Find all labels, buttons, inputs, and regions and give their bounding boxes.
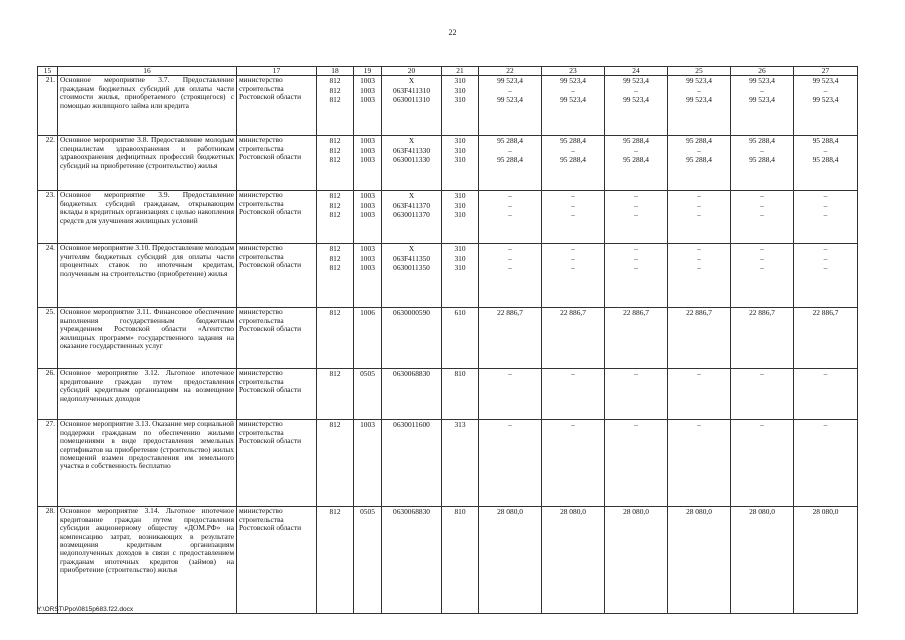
budget-value: – xyxy=(634,191,638,201)
activity-name: Основное мероприятие 3.14. Льготное ипотечное кредитование граждан путем предоставления субсидии акционерному обществу «ДОМ.РФ» на компенсацию затрат, возникающих в результате возмещения кредитным организациям недополученных доходов в связи с предоставлением гражданам ипотечных кредитов (займов) на приобретение (строительство) жилья xyxy=(58,507,237,614)
table-row xyxy=(38,369,858,420)
rzpr-code-line: 0505 xyxy=(360,369,375,379)
grbs-code xyxy=(317,76,354,136)
budget-value-24 xyxy=(605,136,668,191)
budget-value: 95 288,4 xyxy=(686,154,712,164)
budget-value-23 xyxy=(542,244,605,308)
grbs-code-line: 812 xyxy=(329,253,341,263)
rzpr-code-line: 1003 xyxy=(360,136,375,146)
budget-value: – xyxy=(508,253,512,263)
budget-value-22 xyxy=(479,191,542,244)
budget-value: – xyxy=(760,244,764,254)
vr-code-line: 310 xyxy=(454,262,466,272)
executor-name: министерство строительства Ростовской области xyxy=(237,76,317,136)
rzpr-code xyxy=(354,308,382,369)
budget-value: 99 523,4 xyxy=(812,94,839,104)
budget-table xyxy=(37,66,858,614)
budget-value: 99 523,4 xyxy=(623,76,649,86)
budget-value: – xyxy=(634,253,638,263)
budget-value: 99 523,4 xyxy=(560,94,586,104)
budget-value: – xyxy=(571,244,575,254)
executor-name: министерство строительства Ростовской области xyxy=(237,136,317,191)
csr-code-line: 063F411330 xyxy=(392,145,431,155)
budget-value-22 xyxy=(479,507,542,614)
budget-value: 99 523,4 xyxy=(749,94,775,104)
column-header-21: 21 xyxy=(442,67,479,76)
budget-value: – xyxy=(697,191,701,201)
budget-value: – xyxy=(634,145,638,155)
rzpr-code-line: 0505 xyxy=(360,507,375,517)
activity-name: Основное мероприятие 3.7. Предоставление гражданам бюджетных субсидий для оплаты части стоимости жилья, приобретаемого (строящегося) с помощью жилищного займа или кредита xyxy=(58,76,237,136)
rzpr-code-line: 1003 xyxy=(360,244,375,254)
budget-value-26 xyxy=(731,191,794,244)
csr-code-line: 0630011600 xyxy=(393,420,430,430)
grbs-code-line: 812 xyxy=(329,420,341,430)
budget-value: 99 523,4 xyxy=(497,76,523,86)
table-row xyxy=(38,191,858,244)
budget-value: 95 288,4 xyxy=(623,154,649,164)
column-header-23: 23 xyxy=(542,67,605,76)
row-number: 26. xyxy=(38,369,58,420)
csr-code-line: 0630068830 xyxy=(393,369,430,379)
vr-code-line: 310 xyxy=(454,191,466,201)
budget-value: 95 288,4 xyxy=(686,136,712,146)
budget-value-26 xyxy=(731,308,794,369)
grbs-code-line: 812 xyxy=(329,191,341,201)
vr-code-line: 310 xyxy=(454,253,466,263)
column-header-16: 16 xyxy=(58,67,237,76)
csr-code xyxy=(382,76,442,136)
budget-value: 95 288,4 xyxy=(812,154,839,164)
budget-value: – xyxy=(823,145,828,155)
table-row xyxy=(38,244,858,308)
budget-value: – xyxy=(571,420,575,430)
table-row xyxy=(38,308,858,369)
budget-value: 95 288,4 xyxy=(749,136,775,146)
grbs-code xyxy=(317,136,354,191)
budget-value-26 xyxy=(731,507,794,614)
budget-value: – xyxy=(823,209,828,219)
rzpr-code xyxy=(354,244,382,308)
budget-value: – xyxy=(634,244,638,254)
executor-name: министерство строительства Ростовской области xyxy=(237,191,317,244)
csr-code-line: X xyxy=(408,191,415,201)
rzpr-code-line: 1003 xyxy=(360,145,375,155)
budget-value: 22 886,7 xyxy=(812,308,839,318)
budget-value: – xyxy=(823,191,828,201)
budget-value-23 xyxy=(542,420,605,507)
budget-value: 28 080,0 xyxy=(812,507,839,517)
table-row xyxy=(38,76,858,136)
grbs-code xyxy=(317,308,354,369)
budget-value: – xyxy=(823,253,828,263)
vr-code-line: 310 xyxy=(454,200,466,210)
grbs-code xyxy=(317,191,354,244)
column-header-24: 24 xyxy=(605,67,668,76)
budget-value-26 xyxy=(731,369,794,420)
budget-value-23 xyxy=(542,76,605,136)
budget-value: – xyxy=(697,145,701,155)
budget-value: – xyxy=(508,209,512,219)
rzpr-code-line: 1003 xyxy=(360,200,375,210)
rzpr-code-line: 1003 xyxy=(360,262,375,272)
vr-code-line: 310 xyxy=(454,145,466,155)
budget-value-25 xyxy=(668,369,731,420)
csr-code-line: 0630011310 xyxy=(393,94,430,104)
grbs-code-line: 812 xyxy=(329,209,341,219)
budget-value-27 xyxy=(794,76,858,136)
csr-code-line: X xyxy=(408,244,415,254)
budget-value: 28 080,0 xyxy=(497,507,523,517)
budget-value-24 xyxy=(605,507,668,614)
budget-value-27 xyxy=(794,191,858,244)
grbs-code-line: 812 xyxy=(329,244,341,254)
budget-value: 28 080,0 xyxy=(623,507,649,517)
budget-value: 22 886,7 xyxy=(749,308,775,318)
budget-value-22 xyxy=(479,244,542,308)
grbs-code-line: 812 xyxy=(329,308,341,318)
rzpr-code-line: 1003 xyxy=(360,209,375,219)
budget-value-25 xyxy=(668,191,731,244)
csr-code-line: 0630068830 xyxy=(393,507,430,517)
budget-value: – xyxy=(760,209,764,219)
budget-value: – xyxy=(634,209,638,219)
budget-value: 22 886,7 xyxy=(560,308,586,318)
column-header-17: 17 xyxy=(237,67,317,76)
budget-value: – xyxy=(571,145,575,155)
budget-value: – xyxy=(508,262,512,272)
rzpr-code-line: 1003 xyxy=(360,154,375,164)
budget-value-22 xyxy=(479,308,542,369)
csr-code-line: X xyxy=(408,136,415,146)
column-header-19: 19 xyxy=(354,67,382,76)
budget-value: 28 080,0 xyxy=(560,507,586,517)
budget-value-22 xyxy=(479,76,542,136)
grbs-code xyxy=(317,420,354,507)
budget-value-25 xyxy=(668,76,731,136)
csr-code xyxy=(382,308,442,369)
csr-code-line: X xyxy=(408,76,415,86)
grbs-code xyxy=(317,244,354,308)
budget-value: 95 288,4 xyxy=(623,136,649,146)
budget-value-27 xyxy=(794,136,858,191)
vr-code-line: 810 xyxy=(454,507,466,517)
budget-value-24 xyxy=(605,191,668,244)
rzpr-code-line: 1003 xyxy=(360,76,375,86)
budget-value-26 xyxy=(731,244,794,308)
activity-name: Основное мероприятие 3.9. Предоставление бюджетных субсидий гражданам, открывающим вклады в кредитных организациях с целью накопления средств для улучшения жилищных условий xyxy=(58,191,237,244)
budget-value-26 xyxy=(731,420,794,507)
rzpr-code xyxy=(354,136,382,191)
budget-value: – xyxy=(634,369,638,379)
csr-code xyxy=(382,244,442,308)
budget-value-25 xyxy=(668,244,731,308)
grbs-code-line: 812 xyxy=(329,262,341,272)
row-number: 28. xyxy=(38,507,58,614)
activity-name: Основное мероприятие 3.12. Льготное ипотечное кредитование граждан путем предоставления субсидий кредитным организациям на возмещение недополученных доходов xyxy=(58,369,237,420)
table-body xyxy=(38,76,858,614)
budget-value: 99 523,4 xyxy=(686,94,712,104)
budget-value-26 xyxy=(731,76,794,136)
file-path-footer: Y:\ORST\Ppo\0815p683.f22.docx xyxy=(37,606,134,613)
vr-code-line: 310 xyxy=(454,209,466,219)
vr-code-line: 610 xyxy=(454,308,466,318)
rzpr-code-line: 1003 xyxy=(360,191,375,201)
budget-value: 99 523,4 xyxy=(497,94,523,104)
budget-value-25 xyxy=(668,507,731,614)
rzpr-code-line: 1003 xyxy=(360,94,375,104)
budget-value: – xyxy=(697,244,701,254)
budget-value-22 xyxy=(479,136,542,191)
csr-code-line: 0630011330 xyxy=(393,154,430,164)
grbs-code-line: 812 xyxy=(329,154,341,164)
grbs-code-line: 812 xyxy=(329,76,341,86)
budget-value: 95 288,4 xyxy=(497,136,523,146)
budget-value: 22 886,7 xyxy=(686,308,712,318)
csr-code-line: 0630011350 xyxy=(393,262,430,272)
activity-name: Основное мероприятие 3.13. Оказание мер социальной поддержки гражданам по обеспечению жилыми помещениями в виде предоставления земельных сертификатов на приобретение (строительство) жилых помещений взамен предоставления им земельного участка в собственность бесплатно xyxy=(58,420,237,507)
budget-value: – xyxy=(760,191,764,201)
vr-code xyxy=(442,507,479,614)
rzpr-code xyxy=(354,369,382,420)
budget-value: 95 288,4 xyxy=(749,154,775,164)
vr-code-line: 310 xyxy=(454,85,466,95)
grbs-code-line: 812 xyxy=(329,200,341,210)
budget-value: – xyxy=(697,369,701,379)
column-header-27: 27 xyxy=(794,67,858,76)
budget-value: 95 288,4 xyxy=(497,154,523,164)
budget-value: 28 080,0 xyxy=(749,507,775,517)
grbs-code-line: 812 xyxy=(329,145,341,155)
vr-code-line: 310 xyxy=(454,76,466,86)
row-number: 27. xyxy=(38,420,58,507)
vr-code-line: 810 xyxy=(454,369,466,379)
rzpr-code-line: 1003 xyxy=(360,253,375,263)
budget-value: 99 523,4 xyxy=(812,76,839,86)
budget-value: – xyxy=(508,244,512,254)
table-row xyxy=(38,420,858,507)
column-header-18: 18 xyxy=(317,67,354,76)
budget-value: – xyxy=(823,85,828,95)
executor-name: министерство строительства Ростовской области xyxy=(237,369,317,420)
budget-value: – xyxy=(697,253,701,263)
budget-value-25 xyxy=(668,136,731,191)
csr-code-line: 063F411310 xyxy=(392,85,431,95)
row-number: 25. xyxy=(38,308,58,369)
column-header-15: 15 xyxy=(38,67,58,76)
budget-value: – xyxy=(823,244,828,254)
budget-value: 99 523,4 xyxy=(623,94,649,104)
budget-value: – xyxy=(634,420,638,430)
column-header-25: 25 xyxy=(668,67,731,76)
budget-value: 95 288,4 xyxy=(560,136,586,146)
budget-value-27 xyxy=(794,369,858,420)
budget-value: – xyxy=(508,85,512,95)
row-number: 22. xyxy=(38,136,58,191)
budget-value: – xyxy=(508,191,512,201)
executor-name: министерство строительства Ростовской области xyxy=(237,308,317,369)
budget-value: – xyxy=(634,200,638,210)
budget-value: – xyxy=(823,200,828,210)
grbs-code xyxy=(317,507,354,614)
csr-code xyxy=(382,369,442,420)
budget-value: 28 080,0 xyxy=(686,507,712,517)
csr-code xyxy=(382,420,442,507)
rzpr-code xyxy=(354,191,382,244)
budget-value: 95 288,4 xyxy=(812,136,839,146)
budget-value-23 xyxy=(542,308,605,369)
budget-value: 99 523,4 xyxy=(686,76,712,86)
page-number: 22 xyxy=(448,28,457,37)
budget-value: – xyxy=(697,209,701,219)
budget-value: – xyxy=(571,253,575,263)
budget-value-24 xyxy=(605,76,668,136)
vr-code xyxy=(442,420,479,507)
budget-value-26 xyxy=(731,136,794,191)
vr-code xyxy=(442,76,479,136)
vr-code-line: 310 xyxy=(454,136,466,146)
csr-code-line: 0630011370 xyxy=(393,209,430,219)
column-header-22: 22 xyxy=(479,67,542,76)
budget-value-23 xyxy=(542,507,605,614)
vr-code-line: 313 xyxy=(454,420,466,430)
budget-value: – xyxy=(571,262,575,272)
vr-code-line: 310 xyxy=(454,244,466,254)
budget-value: – xyxy=(823,369,828,379)
budget-value: – xyxy=(697,85,701,95)
budget-value: – xyxy=(760,253,764,263)
budget-value: – xyxy=(571,200,575,210)
budget-value: – xyxy=(697,420,701,430)
activity-name: Основное мероприятие 3.10. Предоставление молодым учителям бюджетных субсидий для оплаты части процентных ставок по ипотечным кредитам, полученным на строительство (приобретение) жилья xyxy=(58,244,237,308)
column-header-26: 26 xyxy=(731,67,794,76)
vr-code xyxy=(442,308,479,369)
budget-value-22 xyxy=(479,369,542,420)
executor-name: министерство строительства Ростовской области xyxy=(237,244,317,308)
budget-value: – xyxy=(508,369,512,379)
budget-value: – xyxy=(508,200,512,210)
csr-code xyxy=(382,136,442,191)
budget-value-23 xyxy=(542,369,605,420)
budget-value: 22 886,7 xyxy=(623,308,649,318)
rzpr-code-line: 1003 xyxy=(360,85,375,95)
budget-value: – xyxy=(697,262,701,272)
executor-name: министерство строительства Ростовской области xyxy=(237,507,317,614)
budget-value-23 xyxy=(542,191,605,244)
vr-code xyxy=(442,136,479,191)
rzpr-code xyxy=(354,507,382,614)
vr-code-line: 310 xyxy=(454,154,466,164)
budget-value: 22 886,7 xyxy=(497,308,523,318)
budget-value-27 xyxy=(794,308,858,369)
budget-value: – xyxy=(634,85,638,95)
activity-name: Основное мероприятие 3.11. Финансовое обеспечение выполнения государственным бюджетным учреждением Ростовской области «Агентство жилищных программ» государственного задания на оказание государственных услуг xyxy=(58,308,237,369)
budget-value-24 xyxy=(605,420,668,507)
rzpr-code xyxy=(354,420,382,507)
grbs-code-line: 812 xyxy=(329,136,341,146)
column-header-20: 20 xyxy=(382,67,442,76)
budget-value-27 xyxy=(794,420,858,507)
budget-value: – xyxy=(823,420,828,430)
budget-value: – xyxy=(760,420,764,430)
budget-value: – xyxy=(697,200,701,210)
budget-value: – xyxy=(634,262,638,272)
budget-value: – xyxy=(508,420,512,430)
executor-name: министерство строительства Ростовской области xyxy=(237,420,317,507)
budget-value: 99 523,4 xyxy=(749,76,775,86)
budget-value: – xyxy=(760,262,764,272)
budget-value-23 xyxy=(542,136,605,191)
budget-value-24 xyxy=(605,369,668,420)
csr-code-line: 0630000590 xyxy=(393,308,430,318)
budget-value: – xyxy=(571,191,575,201)
activity-name: Основное мероприятие 3.8. Предоставление молодым специалистам здравоохранения и работникам здравоохранения дефицитных профессий бюджетных субсидий на приобретение (строительство) жилья xyxy=(58,136,237,191)
csr-code xyxy=(382,191,442,244)
rzpr-code-line: 1003 xyxy=(360,420,375,430)
vr-code xyxy=(442,191,479,244)
budget-value: 99 523,4 xyxy=(560,76,586,86)
budget-value: 95 288,4 xyxy=(560,154,586,164)
vr-code xyxy=(442,244,479,308)
csr-code-line: 063F411350 xyxy=(392,253,431,263)
budget-value-25 xyxy=(668,308,731,369)
budget-value: – xyxy=(823,262,828,272)
budget-value-22 xyxy=(479,420,542,507)
column-number-row xyxy=(38,67,858,76)
vr-code xyxy=(442,369,479,420)
row-number: 21. xyxy=(38,76,58,136)
csr-code xyxy=(382,507,442,614)
grbs-code-line: 812 xyxy=(329,94,341,104)
grbs-code-line: 812 xyxy=(329,507,341,517)
table-row xyxy=(38,507,858,614)
budget-value-25 xyxy=(668,420,731,507)
row-number: 24. xyxy=(38,244,58,308)
csr-code-line: 063F411370 xyxy=(392,200,431,210)
budget-value: – xyxy=(508,145,512,155)
vr-code-line: 310 xyxy=(454,94,466,104)
budget-value-27 xyxy=(794,507,858,614)
budget-value: – xyxy=(571,85,575,95)
grbs-code xyxy=(317,369,354,420)
budget-value: – xyxy=(571,369,575,379)
budget-value-24 xyxy=(605,308,668,369)
grbs-code-line: 812 xyxy=(329,85,341,95)
grbs-code-line: 812 xyxy=(329,369,341,379)
budget-value: – xyxy=(760,145,764,155)
table-row xyxy=(38,136,858,191)
row-number: 23. xyxy=(38,191,58,244)
budget-value-27 xyxy=(794,244,858,308)
budget-value: – xyxy=(760,369,764,379)
budget-value: – xyxy=(571,209,575,219)
budget-value: – xyxy=(760,200,764,210)
budget-value-24 xyxy=(605,244,668,308)
rzpr-code-line: 1006 xyxy=(360,308,375,318)
budget-value: – xyxy=(760,85,764,95)
rzpr-code xyxy=(354,76,382,136)
